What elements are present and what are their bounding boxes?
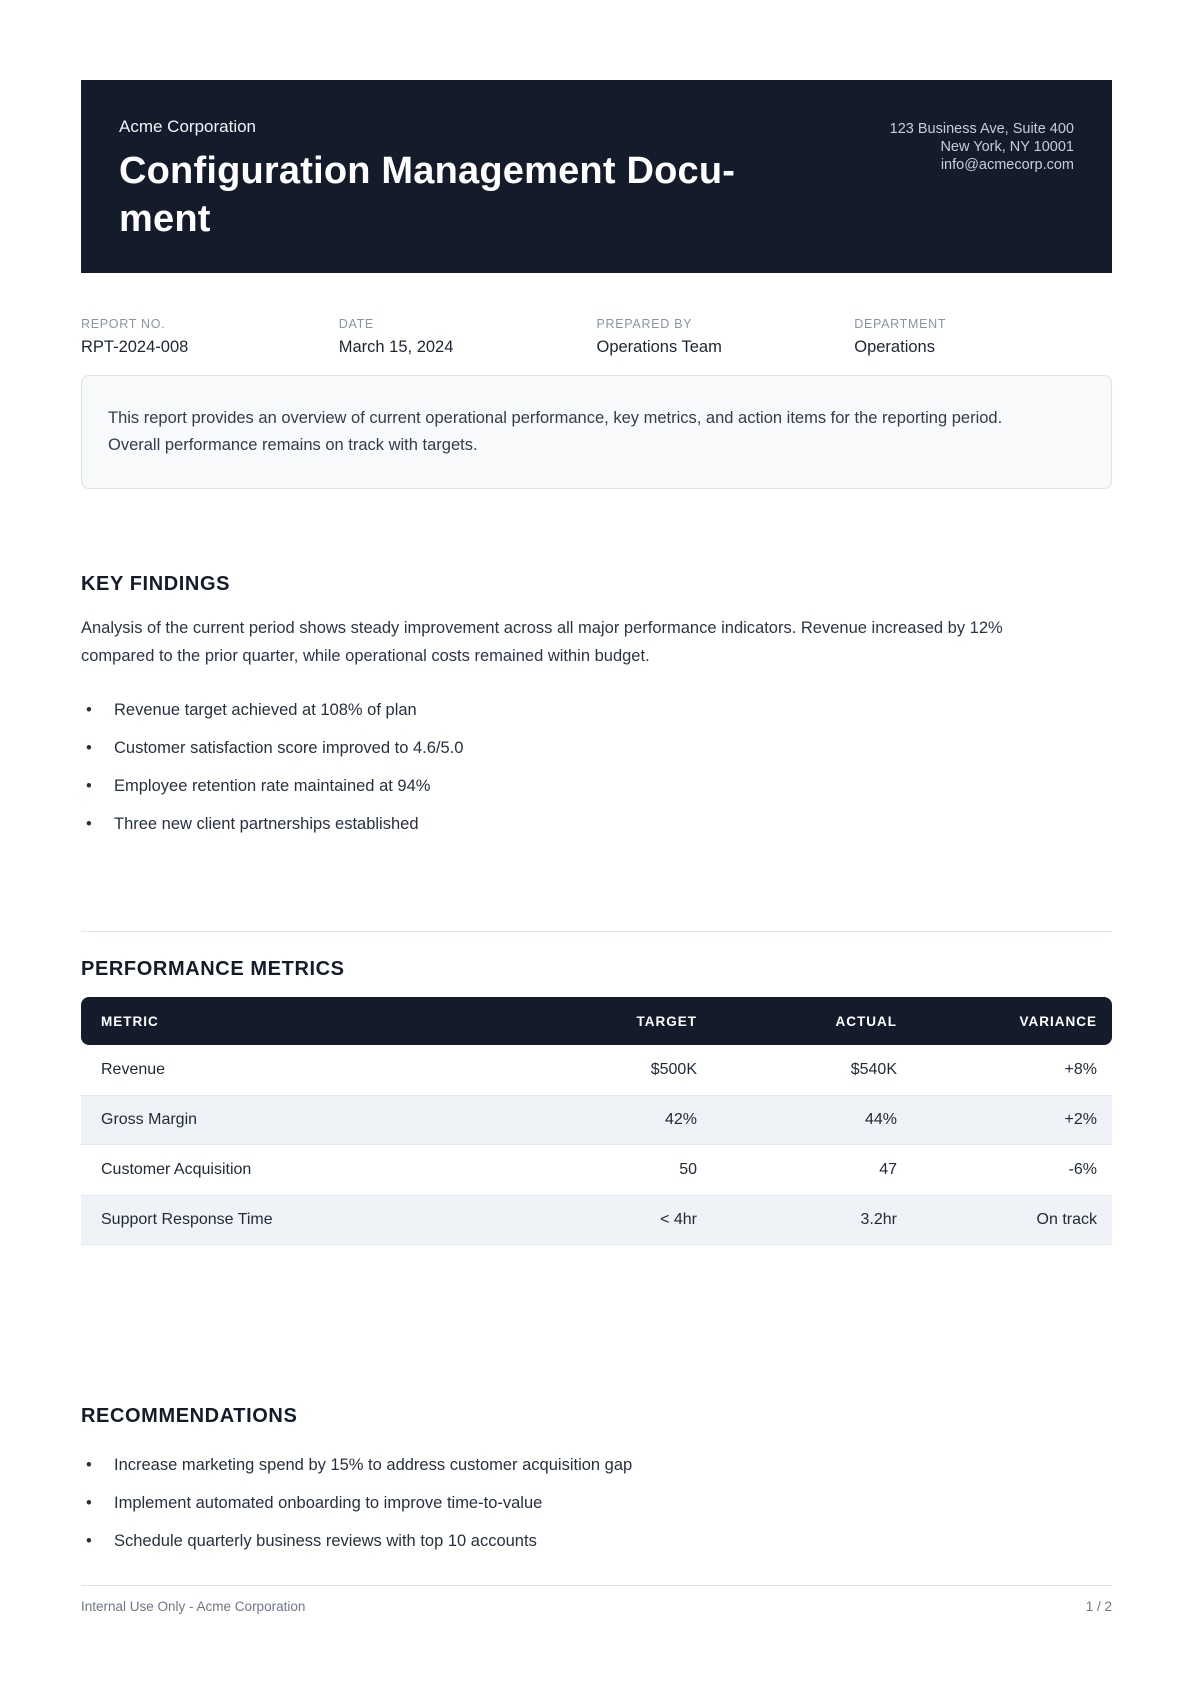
header-banner [81, 80, 1112, 273]
list-item [81, 735, 1112, 762]
meta-value: RPT-2024-008 [81, 338, 189, 356]
key-findings-heading: KEY FINDINGS [81, 573, 231, 595]
table-row [81, 1095, 1112, 1145]
recommendations-heading: RECOMMENDATIONS [81, 1405, 298, 1427]
report-content [81, 80, 1112, 1566]
cell-metric: Support Response Time [101, 1211, 273, 1228]
meta-report-no [81, 317, 339, 357]
page-title: Configuration Management Document [119, 150, 735, 240]
list-item [81, 773, 1112, 800]
cell-target: $500K [650, 1061, 697, 1078]
company-name: Acme Corporation [119, 117, 257, 136]
list-item [81, 1528, 1112, 1555]
meta-value: Operations Team [596, 338, 722, 356]
list-item-text: Customer satisfaction score improved to 4.6/5.0 [114, 739, 464, 757]
address-line-city: New York, NY 10001 [940, 139, 1074, 155]
cell-actual: $540K [850, 1061, 897, 1078]
bullet-icon: • [86, 1532, 92, 1550]
column-header-target: TARGET [636, 1013, 697, 1029]
address-line-street: 123 Business Ave, Suite 400 [889, 121, 1074, 137]
list-item-text: Three new client partnerships established [114, 815, 419, 833]
cell-variance: +2% [1064, 1111, 1097, 1128]
cell-variance: On track [1036, 1211, 1097, 1228]
list-item [81, 811, 1112, 838]
cell-metric: Gross Margin [101, 1111, 198, 1128]
cell-target: 42% [664, 1111, 697, 1128]
meta-label: REPORT NO. [81, 317, 166, 331]
summary-text: This report provides an overview of current operational performance, key metrics, and action items for the reporting period. Overall performance remains on track with targets. [108, 409, 1003, 454]
cell-actual: 47 [879, 1161, 897, 1178]
cell-metric: Revenue [101, 1061, 166, 1078]
bullet-icon: • [86, 815, 92, 833]
meta-department [854, 317, 1112, 357]
footer-page-number: 1 / 2 [1085, 1599, 1112, 1614]
bullet-icon: • [86, 701, 92, 719]
table-header-row [81, 997, 1112, 1045]
list-item-text: Increase marketing spend by 15% to address customer acquisition gap [114, 1456, 633, 1474]
bullet-icon: • [86, 1494, 92, 1512]
section-recommendations [81, 1405, 1112, 1555]
page-footer [81, 1585, 1112, 1614]
report-meta-row [81, 317, 1112, 357]
bullet-icon: • [86, 739, 92, 757]
table-row [81, 1045, 1112, 1095]
performance-metrics-heading: PERFORMANCE METRICS [81, 958, 345, 980]
meta-label: DATE [338, 317, 374, 331]
cell-target: 50 [679, 1161, 697, 1178]
bullet-icon: • [86, 777, 92, 795]
table-row [81, 1145, 1112, 1195]
list-item [81, 697, 1112, 724]
meta-label: PREPARED BY [596, 317, 693, 331]
list-item-text: Employee retention rate maintained at 94% [114, 777, 431, 795]
key-findings-paragraph: Analysis of the current period shows steady improvement across all major performance indicators. Revenue increased by 12% compared to the prior quarter, while operational costs remained within budget. [81, 619, 1003, 665]
column-header-metric: METRIC [101, 1013, 159, 1029]
footer-classification: Internal Use Only - Acme Corporation [81, 1599, 306, 1614]
cell-variance: -6% [1068, 1161, 1097, 1178]
list-item-text: Revenue target achieved at 108% of plan [114, 701, 417, 719]
meta-value: March 15, 2024 [338, 338, 454, 356]
column-header-actual: ACTUAL [835, 1013, 897, 1029]
executive-summary-box [81, 375, 1112, 489]
key-findings-list [81, 697, 1112, 838]
cell-metric: Customer Acquisition [101, 1161, 252, 1178]
cell-variance: +8% [1064, 1061, 1097, 1078]
section-divider [81, 931, 1112, 932]
bullet-icon: • [86, 1456, 92, 1474]
list-item-text: Schedule quarterly business reviews with top 10 accounts [114, 1532, 537, 1550]
list-item [81, 1452, 1112, 1479]
cell-target: < 4hr [660, 1211, 697, 1228]
cell-actual: 44% [864, 1111, 897, 1128]
meta-date [339, 317, 597, 357]
column-header-variance: VARIANCE [1019, 1013, 1097, 1029]
table-row [81, 1195, 1112, 1245]
section-key-findings [81, 573, 1112, 838]
meta-label: DEPARTMENT [854, 317, 947, 331]
section-performance-metrics [81, 958, 1112, 1245]
company-address [890, 120, 1074, 174]
meta-value: Operations [854, 338, 935, 356]
list-item [81, 1490, 1112, 1517]
cell-actual: 3.2hr [860, 1211, 897, 1228]
metrics-table [81, 997, 1112, 1245]
meta-prepared-by [597, 317, 855, 357]
address-line-email: info@acmecorp.com [940, 157, 1074, 173]
recommendations-list [81, 1452, 1112, 1555]
list-item-text: Implement automated onboarding to improve time-to-value [114, 1494, 543, 1512]
